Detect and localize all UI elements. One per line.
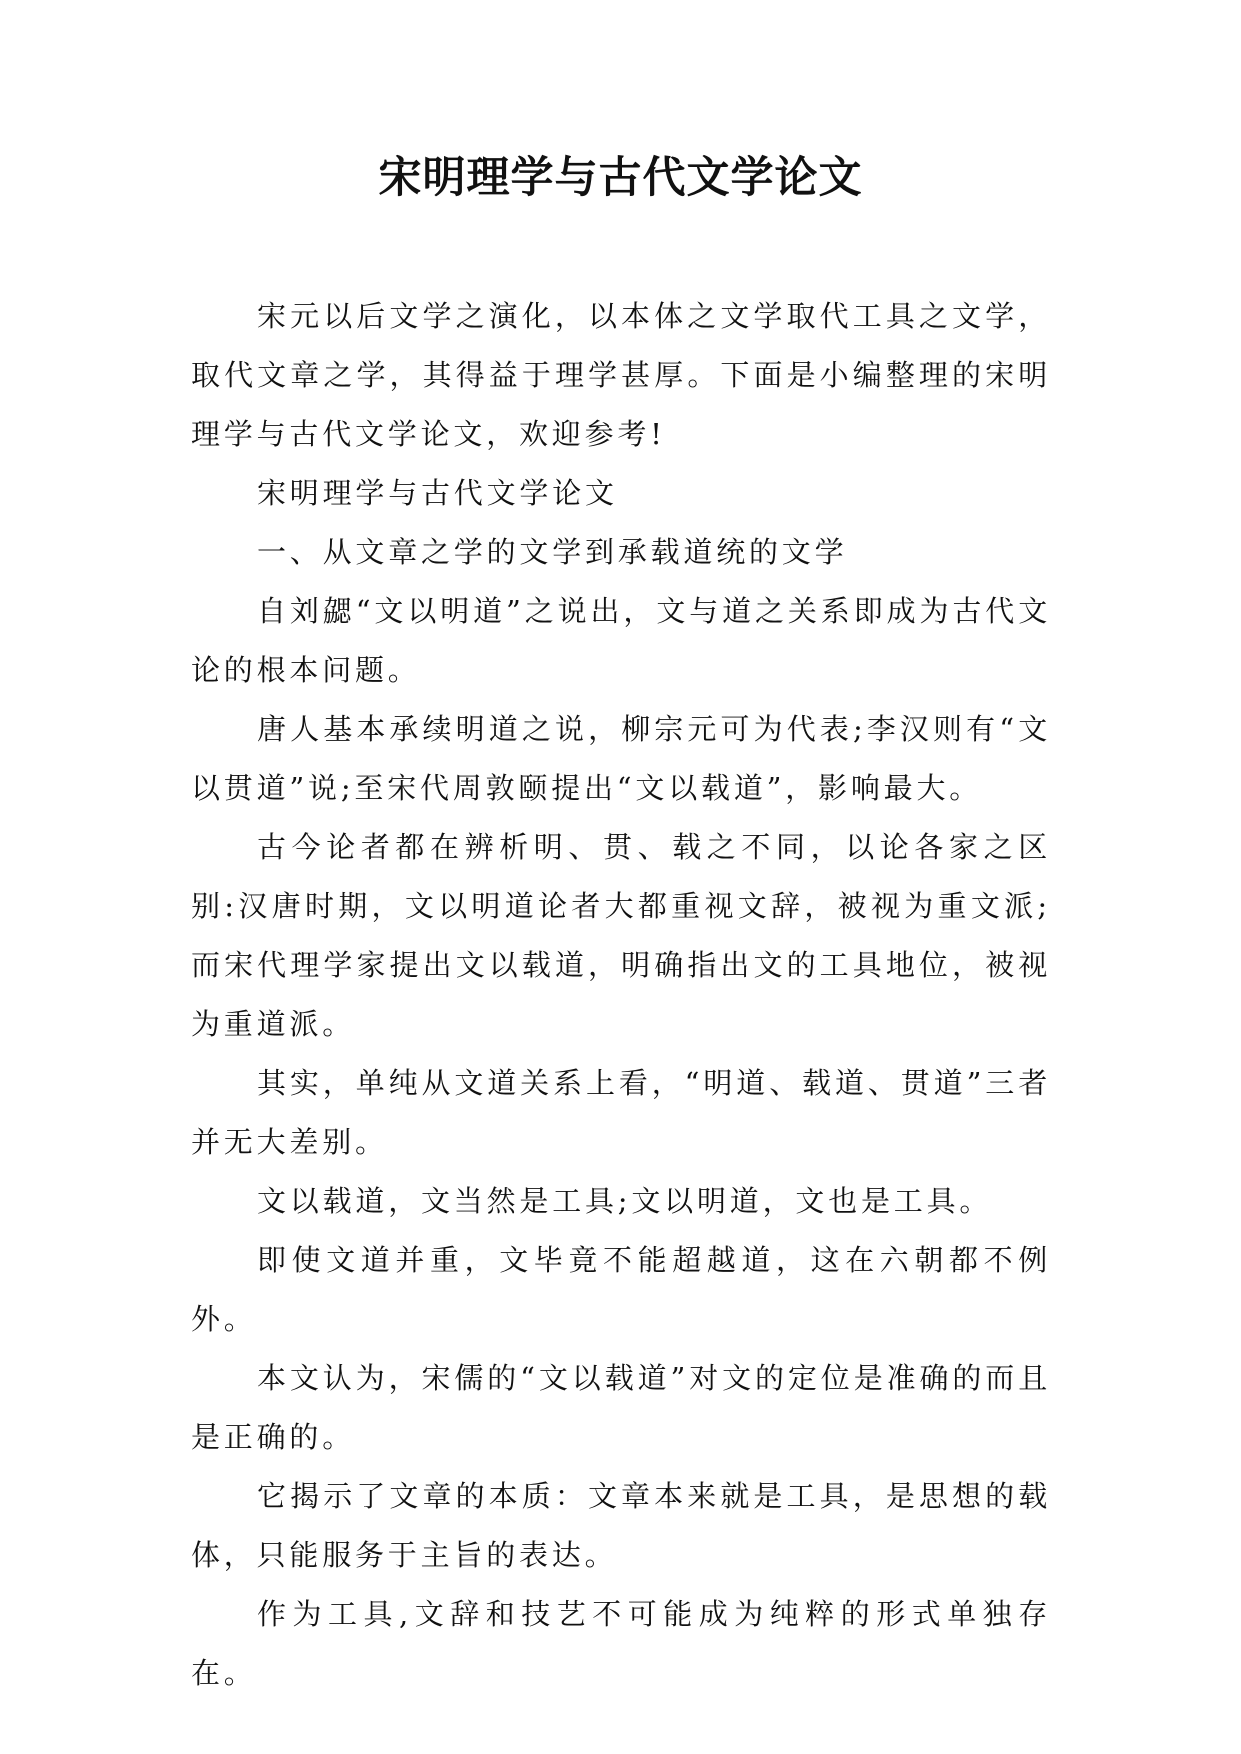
paragraph: 自刘勰“文以明道”之说出，文与道之关系即成为古代文论的根本问题。 [191, 594, 1051, 687]
paragraph: 文以载道，文当然是工具;文以明道，文也是工具。 [257, 1184, 993, 1218]
paragraph: 它揭示了文章的本质：文章本来就是工具，是思想的载体，只能服务于主旨的表达。 [191, 1479, 1051, 1572]
document-title: 宋明理学与古代文学论文 [378, 153, 863, 203]
paragraph: 作为工具,文辞和技艺不可能成为纯粹的形式单独存在。 [191, 1597, 1051, 1690]
paragraph: 即使文道并重，文毕竟不能超越道，这在六朝都不例外。 [191, 1243, 1051, 1336]
paragraph-intro: 宋元以后文学之演化，以本体之文学取代工具之文学，取代文章之学，其得益于理学甚厚。下面是小编整理的宋明理学与古代文学论文，欢迎参考! [191, 299, 1051, 451]
paragraph: 唐人基本承续明道之说，柳宗元可为代表;李汉则有“文以贯道”说;至宋代周敦颐提出“文以载道”，影响最大。 [191, 712, 1051, 805]
paragraph: 本文认为，宋儒的“文以载道”对文的定位是准确的而且是正确的。 [191, 1361, 1051, 1454]
paragraph-subtitle: 宋明理学与古代文学论文 [257, 476, 618, 510]
paragraph: 古今论者都在辨析明、贯、载之不同，以论各家之区别:汉唐时期，文以明道论者大都重视文辞，被视为重文派;而宋代理学家提出文以载道，明确指出文的工具地位，被视为重道派。 [191, 830, 1051, 1041]
document-body [191, 287, 1051, 1703]
paragraph: 其实，单纯从文道关系上看，“明道、载道、贯道”三者并无大差别。 [191, 1066, 1051, 1159]
section-heading-1: 一、从文章之学的文学到承载道统的文学 [257, 535, 848, 569]
